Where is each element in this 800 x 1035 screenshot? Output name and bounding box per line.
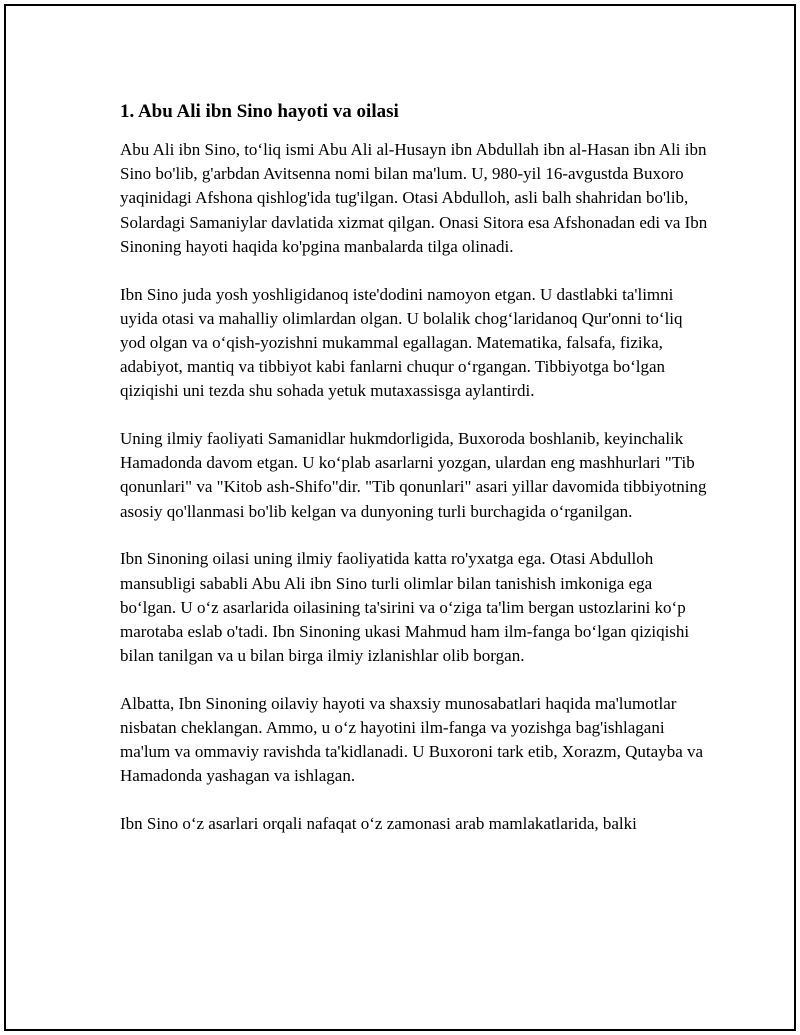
page-frame [4, 4, 796, 1031]
paragraph-early-education: Ibn Sino juda yosh yoshligidanoq iste'dodini namoyon etgan. U dastlabki ta'limni uyida otasi va mahalliy olimlardan olgan. U bolalik chog‘laridanoq Qur'onni to‘liq yod olgan va o‘qish-yozishni mukammal egallagan. Matematika, falsafa, fizika, adabiyot, mantiq va tibbiyot kabi fanlarni chuqur o‘rgangan. Tibbiyotga bo‘lgan qiziqishi uni tezda shu sohada yetuk mutaxassisga aylantirdi. [120, 284, 683, 401]
paragraph-personal-life: Albatta, Ibn Sinoning oilaviy hayoti va shaxsiy munosabatlari haqida ma'lumotlar nisbatan cheklangan. Ammo, u o‘z hayotini ilm-fanga va yozishga bag'ishlagani ma'lum va ommaviy ravishda ta'kidlanadi. U Buxoroni tark etib, Xorazm, Qutayba va Hamadonda yashagan va ishlagan. [120, 693, 704, 786]
paragraph-legacy-fragment: Ibn Sino o‘z asarlari orqali nafaqat o‘z zamonasi arab mamlakatlarida, balki [120, 814, 637, 834]
paragraph-family-influence: Ibn Sinoning oilasi uning ilmiy faoliyatida katta ro'yxatga ega. Otasi Abdulloh mansubligi sababli Abu Ali ibn Sino turli olimlar bilan tanishish imkoniga ega bo‘lgan. U o‘z asarlarida oilasining ta'sirini va o‘ziga ta'lim bergan ustozlarini ko‘p marotaba eslab o'tadi. Ibn Sinoning ukasi Mahmud ham ilm-fanga bo‘lgan qiziqishi bilan tanilgan va u bilan birga ilmiy izlanishlar olib borgan. [120, 549, 690, 666]
document-body [120, 96, 710, 860]
section-heading: 1. Abu Ali ibn Sino hayoti va oilasi [120, 101, 399, 122]
paragraph-scientific-work: Uning ilmiy faoliyati Samanidlar hukmdorligida, Buxoroda boshlanib, keyinchalik Hamadonda davom etgan. U ko‘plab asarlarni yozgan, ulardan eng mashhurlari "Tib qonunlari" va "Kitob ash-Shifo"dir. "Tib qonunlari" asari yillar davomida tibbiyotning asosiy qo'llanmasi bo'lib kelgan va dunyoning turli burchagida o‘rganilgan. [120, 429, 707, 521]
paragraph-birth-and-parents: Abu Ali ibn Sino, to‘liq ismi Abu Ali al-Husayn ibn Abdullah ibn al-Hasan ibn Ali ibn Sino bo'lib, g'arbdan Avitsenna nomi bilan ma'lum. U, 980-yil 16-avgustda Buxoro yaqinidagi Afshona qishlog'ida tug'ilgan. Otasi Abdulloh, asli balh shahridan bo'lib, Solardagi Samaniylar davlatida xizmat qilgan. Onasi Sitora esa Afshonadan edi va Ibn Sinoning hayoti haqida ko'pgina manbalarda tilga olinadi. [120, 140, 708, 256]
